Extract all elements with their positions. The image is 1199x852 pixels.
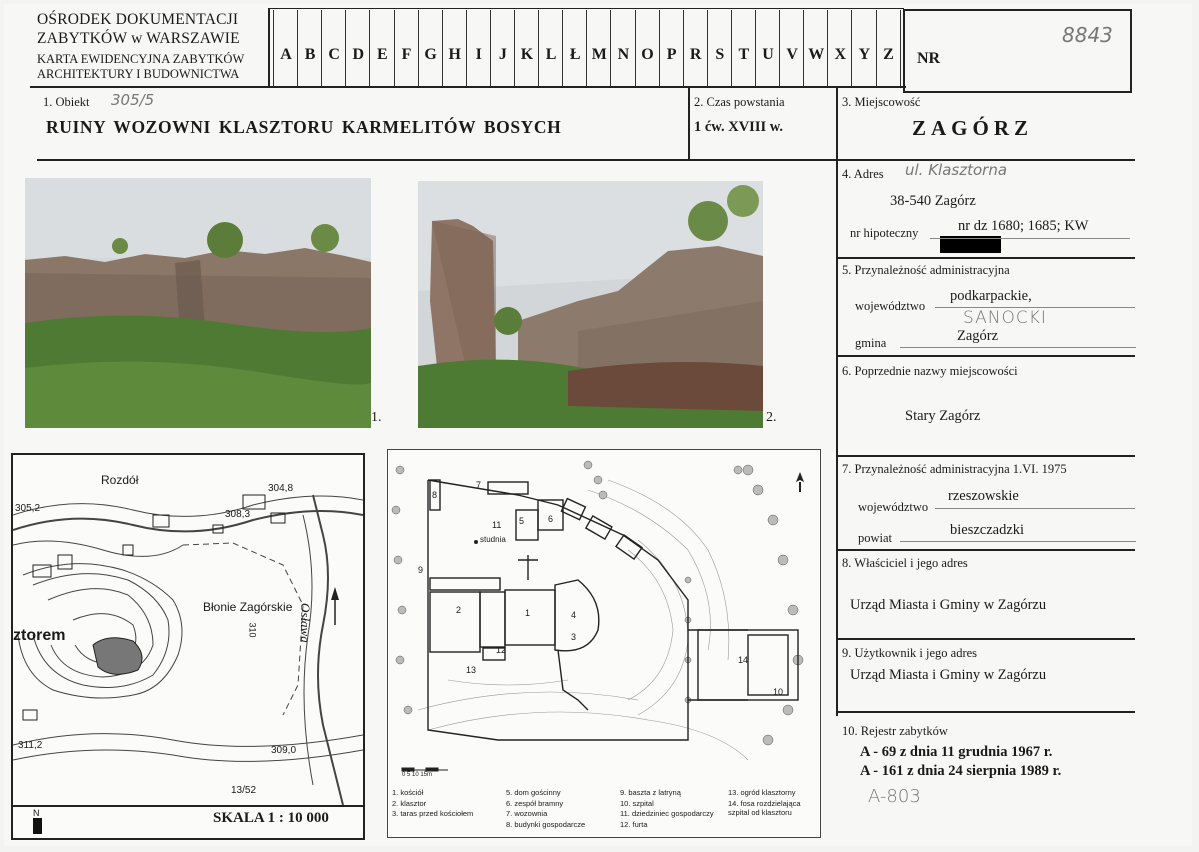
letter-separator: [827, 10, 828, 86]
letter-separator: [900, 10, 901, 86]
photo-2-number: 2.: [766, 410, 777, 425]
letter-7: H: [448, 46, 461, 63]
map-label: 308,3: [225, 509, 251, 520]
map-label: 311,2: [18, 740, 43, 751]
plan-number-4: 4: [571, 610, 577, 620]
plan-number-2: 2: [456, 605, 462, 615]
obiekt-handwritten: 305/5: [111, 91, 155, 109]
map-label: 304,8: [268, 483, 294, 494]
letter-separator: [442, 10, 443, 86]
map-label: 13/52: [231, 785, 257, 796]
divider: [836, 88, 838, 716]
przynaleznosc1975-label: 7. Przynależność administracyjna 1.VI. 1975: [842, 462, 1067, 476]
gmina-label: gmina: [855, 336, 887, 350]
plan-legend-item: 3. taras przed kościołem: [392, 809, 474, 818]
photo-1: [25, 178, 371, 428]
plan-number-9: 9: [418, 565, 424, 575]
institution-line-2: ZABYTKÓW w WARSZAWIE: [37, 30, 240, 47]
plan-legend-item: 11. dziedziniec gospodarczy: [620, 809, 714, 818]
letter-24: Y: [858, 46, 871, 63]
map-label: Rozdół: [101, 473, 139, 487]
letter-21: V: [786, 46, 798, 63]
letter-11: L: [545, 46, 557, 63]
nr-handwritten: 8843: [1062, 23, 1113, 47]
letter-separator: [538, 10, 539, 86]
plan-legend-item: 5. dom gościnny: [506, 788, 561, 797]
divider: [838, 455, 1135, 457]
site-plan: [387, 449, 821, 838]
underline: [900, 541, 1136, 542]
letter-6: G: [424, 46, 437, 63]
letter-2: C: [328, 46, 340, 63]
plan-number-7: 7: [476, 480, 482, 490]
letter-separator: [851, 10, 852, 86]
plan-number-5: 5: [519, 516, 525, 526]
wlasciciel-value: Urząd Miasta i Gminy w Zagórzu: [850, 597, 1047, 613]
plan-number-11: 11: [492, 520, 502, 530]
letter-separator: [297, 10, 298, 86]
letter-1: B: [304, 46, 316, 63]
map-scale: SKALA 1 : 10 000: [213, 810, 329, 826]
plan-number-13: 13: [466, 665, 477, 675]
institution-line-4: ARCHITEKTURY I BUDOWNICTWA: [37, 67, 240, 81]
divider: [838, 638, 1135, 640]
divider: [838, 257, 1135, 259]
rejestr-label: 10. Rejestr zabytków: [842, 724, 948, 738]
letter-23: X: [834, 46, 847, 63]
letter-separator: [466, 10, 467, 86]
map-label: ztorem: [13, 627, 66, 644]
letter-separator: [635, 10, 636, 86]
letter-20: U: [762, 46, 774, 63]
letter-separator: [779, 10, 780, 86]
divider: [270, 8, 904, 9]
letter-3: D: [352, 46, 365, 63]
divider: [30, 86, 906, 88]
hipoteczny-value: nr dz 1680; 1685; KW: [958, 218, 1089, 234]
nr-label: NR: [917, 50, 941, 67]
obiekt-label: 1. Obiekt: [43, 95, 90, 109]
letter-19: T: [738, 46, 750, 63]
rejestr-line2: A - 161 z dnia 24 sierpnia 1989 r.: [860, 763, 1062, 779]
plan-number-10: 10: [773, 687, 784, 697]
woj-label: województwo: [855, 299, 926, 313]
powiat-value: bieszczadzki: [950, 522, 1025, 538]
photo-2: [418, 181, 763, 428]
letter-separator: [369, 10, 370, 86]
poprzednie-label: 6. Poprzednie nazwy miejscowości: [842, 364, 1018, 378]
hipoteczny-label: nr hipoteczny: [850, 226, 919, 240]
letter-separator: [394, 10, 395, 86]
divider: [838, 355, 1135, 357]
woj1975-label: województwo: [858, 500, 929, 514]
divider: [838, 549, 1135, 551]
letter-separator: [755, 10, 756, 86]
plan-legend-item: 12. furta: [620, 819, 648, 829]
wlasciciel-label: 8. Właściciel i jego adres: [842, 556, 968, 570]
divider: [838, 711, 1135, 713]
plan-legend-item: 13. ogród klasztorny: [728, 788, 796, 797]
map-label: Osława: [298, 603, 313, 643]
letter-9: J: [498, 46, 507, 63]
letter-separator: [490, 10, 491, 86]
adres-label: 4. Adres: [842, 167, 884, 181]
letter-4: E: [377, 46, 388, 63]
plan-legend-item: 9. baszta z latryną: [620, 788, 681, 797]
letter-separator: [659, 10, 660, 86]
powiat-handwritten: SANOCKI: [963, 308, 1047, 328]
underline: [935, 508, 1135, 509]
letter-17: R: [689, 46, 702, 63]
letter-0: A: [280, 46, 292, 63]
letter-separator: [562, 10, 563, 86]
letter-25: Z: [883, 46, 894, 63]
czas-value: 1 ćw. XVIII w.: [694, 119, 784, 135]
plan-legend-item: 14. fosa rozdzielająca szpital od klasztoru: [728, 798, 801, 817]
letter-separator: [683, 10, 684, 86]
divider: [13, 805, 363, 807]
plan-legend-item: 10. szpital: [620, 798, 654, 808]
plan-legend-item: 6. zespół bramny: [506, 798, 564, 808]
plan-number-3: 3: [571, 632, 577, 642]
plan-number-6: 6: [548, 514, 554, 524]
rejestr-line1: A - 69 z dnia 11 grudnia 1967 r.: [860, 744, 1053, 760]
plan-label-studnia: studnia: [480, 535, 506, 544]
letter-separator: [273, 10, 274, 86]
divider: [268, 8, 270, 88]
letter-13: M: [591, 46, 607, 63]
underline: [900, 347, 1136, 348]
letter-18: S: [715, 46, 725, 63]
gmina-value: Zagórz: [957, 328, 999, 344]
map-label: Błonie Zagórskie: [203, 600, 293, 614]
letter-15: O: [641, 46, 654, 63]
north-label: N: [33, 808, 40, 818]
map-label: 305,2: [15, 503, 41, 514]
woj1975-value: rzeszowskie: [948, 488, 1019, 504]
photo-1-number: 1.: [371, 410, 382, 425]
letter-16: P: [666, 46, 677, 63]
north-arrow-icon: [33, 818, 42, 834]
woj-value: podkarpackie,: [950, 288, 1032, 304]
letter-separator: [514, 10, 515, 86]
map-label: 309,0: [271, 745, 297, 756]
letter-8: I: [475, 46, 482, 63]
letter-10: K: [520, 46, 534, 63]
uzytkownik-label: 9. Użytkownik i jego adres: [842, 646, 978, 660]
miejscowosc-value: ZAGÓRZ: [912, 116, 1034, 140]
letter-22: W: [808, 46, 825, 63]
plan-scale: 0 5 10 15m: [402, 772, 433, 778]
adres-line1: 38-540 Zagórz: [890, 193, 976, 209]
letter-separator: [731, 10, 732, 86]
divider: [688, 88, 690, 160]
letter-separator: [418, 10, 419, 86]
plan-number-12: 12: [496, 645, 507, 655]
plan-number-1: 1: [525, 608, 531, 618]
letter-12: Ł: [569, 46, 581, 63]
letter-separator: [586, 10, 587, 86]
letter-separator: [321, 10, 322, 86]
rejestr-handwritten: A-803: [868, 786, 921, 807]
przynaleznosc-label: 5. Przynależność administracyjna: [842, 263, 1010, 277]
institution-line-1: OŚRODEK DOKUMENTACJI: [37, 11, 239, 28]
institution-line-3: KARTA EWIDENCYJNA ZABYTKÓW: [37, 52, 245, 66]
letter-separator: [345, 10, 346, 86]
obiekt-value: RUINY WOZOWNI KLASZTORU KARMELITÓW BOSYCH: [46, 117, 562, 137]
letter-5: F: [401, 46, 412, 63]
plan-legend-item: 8. budynki gospodarcze: [506, 819, 586, 829]
plan-number-8: 8: [432, 490, 438, 500]
plan-legend-item: 1. kościół: [392, 788, 424, 797]
letter-separator: [876, 10, 877, 86]
map-label: 310: [247, 622, 258, 638]
poprzednie-value: Stary Zagórz: [905, 408, 981, 424]
letter-14: N: [617, 46, 630, 63]
plan-legend-item: 7. wozownia: [506, 809, 548, 818]
underline: [930, 238, 1130, 239]
miejscowosc-label: 3. Miejscowość: [842, 95, 921, 109]
topographic-map: [11, 453, 365, 840]
uzytkownik-value: Urząd Miasta i Gminy w Zagórzu: [850, 667, 1047, 683]
plan-number-14: 14: [738, 655, 749, 665]
letter-separator: [610, 10, 611, 86]
adres-handwritten: ul. Klasztorna: [905, 161, 1008, 179]
powiat-label: powiat: [858, 531, 893, 545]
plan-legend-item: 2. klasztor: [392, 798, 427, 808]
czas-label: 2. Czas powstania: [694, 95, 785, 109]
letter-separator: [803, 10, 804, 86]
letter-separator: [707, 10, 708, 86]
